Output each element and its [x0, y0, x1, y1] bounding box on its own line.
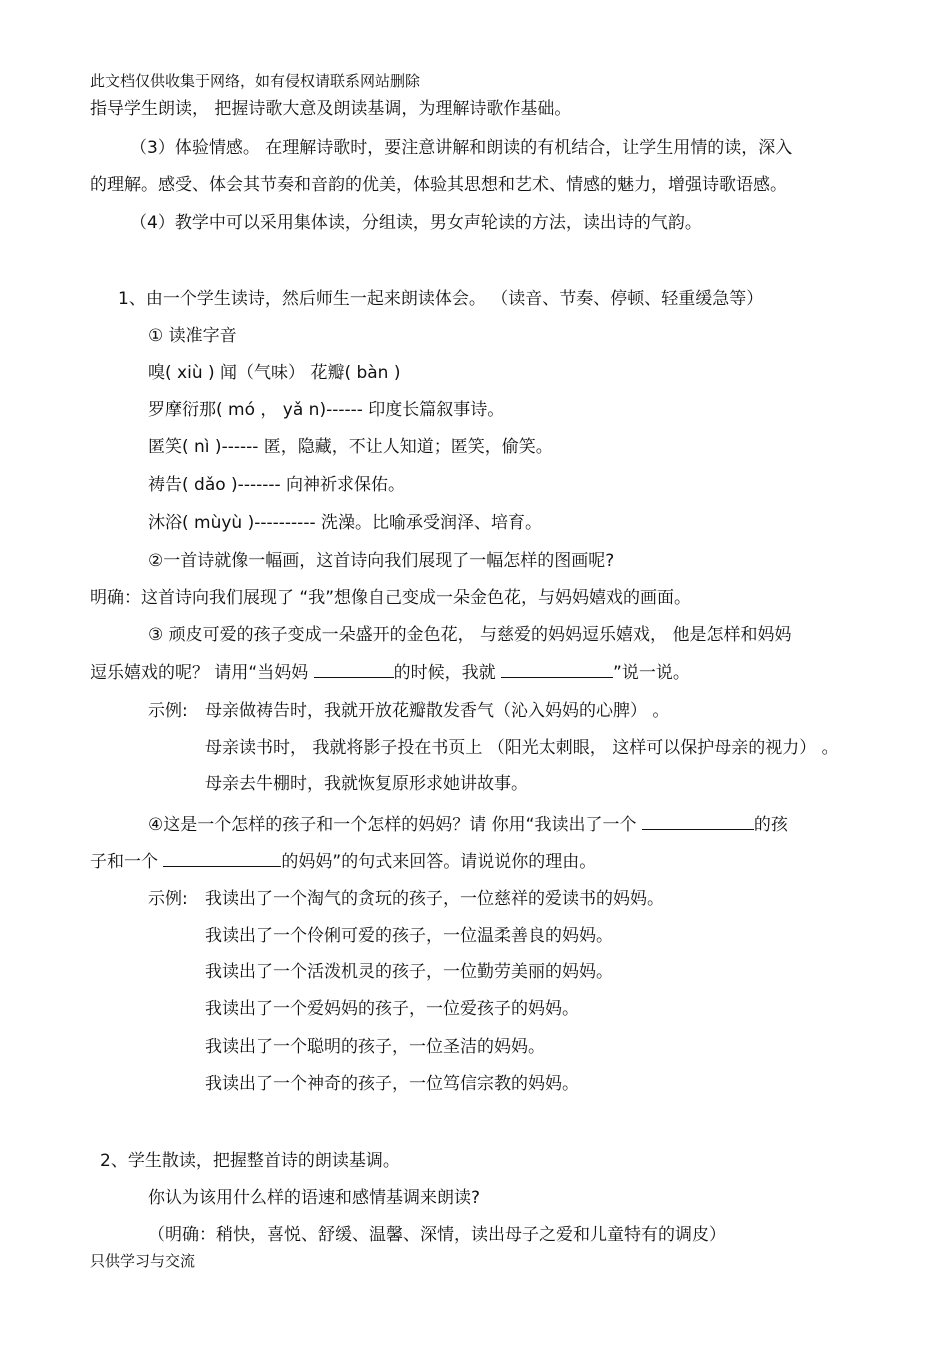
- example-label: 示例:: [148, 701, 188, 721]
- example-line: 我读出了一个爱妈妈的孩子，一位爱孩子的妈妈。: [205, 999, 579, 1019]
- paragraph-4: （4）教学中可以采用集体读，分组读，男女声轮读的方法，读出诗的气韵。: [130, 213, 702, 233]
- vocab-item: 祷告( dǎo )------- 向神祈求保佑。: [148, 475, 406, 495]
- example-line: 母亲去牛棚时，我就恢复原形求她讲故事。: [205, 774, 528, 794]
- example-label: 示例:: [148, 889, 188, 909]
- prompt-text: 的妈妈”的句式来回答。请说说你的理由。: [281, 852, 597, 872]
- sub-point-2: ②一首诗就像一幅画，这首诗向我们展现了一幅怎样的图画呢?: [148, 551, 615, 571]
- example-line: 我读出了一个淘气的贪玩的孩子，一位慈祥的爱读书的妈妈。: [205, 889, 664, 909]
- paragraph-3-line-1: （3）体验情感。 在理解诗歌时，要注意讲解和朗读的有机结合，让学生用情的读，深入: [130, 138, 793, 158]
- sub-point-3-line-1: ③ 顽皮可爱的孩子变成一朵盛开的金色花， 与慈爱的妈妈逗乐嬉戏， 他是怎样和妈妈: [148, 625, 792, 645]
- prompt-text: 逗乐嬉戏的呢？ 请用“当妈妈: [90, 663, 314, 683]
- example-line: 母亲读书时， 我就将影子投在书页上 （阳光太刺眼， 这样可以保护母亲的视力） 。: [205, 738, 839, 758]
- section-2-heading: 2、学生散读，把握整首诗的朗读基调。: [100, 1151, 400, 1171]
- fill-blank: [501, 661, 613, 678]
- fill-blank: [163, 850, 281, 867]
- fill-blank: [642, 813, 754, 830]
- intro-line: 指导学生朗读， 把握诗歌大意及朗读基调，为理解诗歌作基础。: [90, 99, 572, 119]
- section-1-heading: 1、由一个学生读诗，然后师生一起来朗读体会。 （读音、节奏、停顿、轻重缓急等）: [118, 289, 764, 309]
- prompt-text: ④这是一个怎样的孩子和一个怎样的妈妈？请 你用“我读出了一个: [148, 815, 642, 835]
- prompt-text: 的孩: [753, 815, 788, 835]
- section-2-answer: （明确：稍快，喜悦、舒缓、温馨、深情，读出母子之爱和儿童特有的调皮）: [148, 1225, 726, 1245]
- header-note: 此文档仅供收集于网络，如有侵权请联系网站删除: [90, 72, 421, 90]
- section-2-question: 你认为该用什么样的语速和感情基调来朗读?: [148, 1188, 481, 1208]
- fill-blank: [314, 661, 394, 678]
- sub-point-1: ① 读准字音: [148, 326, 237, 346]
- example-line: 我读出了一个神奇的孩子，一位笃信宗教的妈妈。: [205, 1074, 579, 1094]
- prompt-text: 子和一个: [90, 852, 164, 872]
- example-line: 母亲做祷告时，我就开放花瓣散发香气（沁入妈妈的心脾） 。: [205, 701, 670, 721]
- clarification: 明确：这首诗向我们展现了 “我”想像自己变成一朵金色花，与妈妈嬉戏的画面。: [90, 588, 692, 608]
- vocab-item: 罗摩衍那( mó ， yǎ n)------ 印度长篇叙事诗。: [148, 400, 505, 420]
- example-line: 我读出了一个伶俐可爱的孩子，一位温柔善良的妈妈。: [205, 926, 613, 946]
- vocab-item: 匿笑( nì )------ 匿，隐藏，不让人知道；匿笑，偷笑。: [148, 437, 553, 457]
- example-line: 我读出了一个聪明的孩子，一位圣洁的妈妈。: [205, 1037, 545, 1057]
- prompt-text: 的时候，我就: [393, 663, 502, 683]
- vocab-item: 沐浴( mùyù )---------- 洗澡。比喻承受润泽、培育。: [148, 513, 542, 533]
- paragraph-3-line-2: 的理解。感受、体会其节奏和音韵的优美，体验其思想和艺术、情感的魅力，增强诗歌语感。: [90, 175, 787, 195]
- example-line: 我读出了一个活泼机灵的孩子，一位勤劳美丽的妈妈。: [205, 962, 613, 982]
- vocab-item: 嗅( xiù ) 闻（气味） 花瓣( bàn ): [148, 363, 401, 383]
- footer-note: 只供学习与交流: [90, 1252, 196, 1270]
- prompt-text: ”说一说。: [613, 663, 690, 683]
- sub-point-4-line-2: [90, 850, 596, 873]
- sub-point-3-line-2: [90, 661, 690, 684]
- sub-point-4-line-1: [148, 813, 788, 836]
